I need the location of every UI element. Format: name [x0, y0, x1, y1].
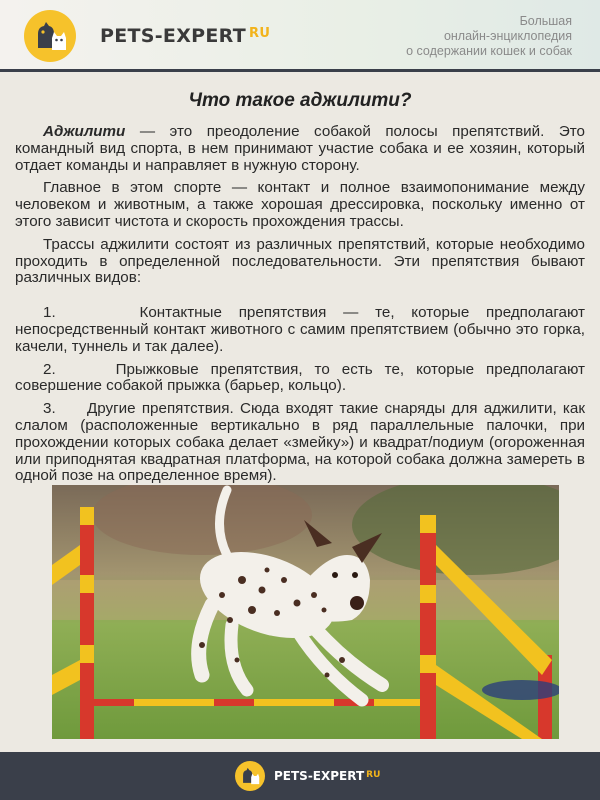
site-logo-text[interactable] — [100, 25, 270, 47]
paragraph-tracks: Трассы аджилити состоят из различных препятствий, которые необходимо проходить в определенной последовательности. Эти препятствия бывают различных видов: — [15, 235, 585, 287]
site-header — [0, 0, 600, 72]
footer-logo-name: PETS-EXPERT — [274, 769, 365, 783]
dalmatian-jump-photo — [52, 485, 559, 739]
cat-dog-logo-icon[interactable] — [235, 761, 265, 791]
term-agility: Аджилити — [43, 123, 126, 140]
logo-name: PETS-EXPERT — [100, 25, 247, 47]
list-item: 1. Контактные препятствия — те, которые предполагают непосредственный контакт животного с самим препятствием (обычно это горка, качели, туннель и так далее). — [15, 304, 585, 355]
paragraph-definition — [15, 124, 585, 174]
list-item: 2. Прыжковые препятствия, то есть те, которые предполагают совершение собакой прыжка (барьер, кольцо). — [15, 360, 585, 395]
list-item: 3. Другие препятствия. Сюда входят такие снаряды для аджилити, как слалом (расположенные вертикально в ряд параллельные палочки, при прохождении которых собака делает «змейку») и квадрат/подиум (огороженная или приподнятая квадратная платформа, на которой собака должна замереть в одной позе на определенное время). — [15, 400, 585, 485]
footer-logo-text[interactable] — [274, 769, 380, 783]
article-body — [15, 82, 585, 491]
tagline-line: Большая — [519, 14, 572, 28]
obstacle-list — [15, 305, 585, 485]
site-tagline — [406, 14, 572, 59]
article-title: Что такое аджилити? — [188, 90, 412, 111]
definition-text: — это преодоление собакой полосы препятствий. Это командный вид спорта, в нем принимают участие собака и ее хозяин, который отдает команды и направляет в нужную сторону. — [15, 123, 585, 174]
tagline-line: онлайн-энциклопедия — [443, 29, 572, 43]
paragraph-main-idea: Главное в этом спорте — контакт и полное взаимопонимание между человеком и животным, а также хорошая дрессировка, поскольку именно от этого зависит чистота и скорость прохождения трассы. — [15, 179, 585, 230]
site-footer — [0, 752, 600, 800]
cat-dog-logo-icon[interactable] — [24, 10, 76, 62]
footer-logo-suffix: RU — [366, 770, 381, 780]
logo-suffix: RU — [249, 26, 271, 41]
tagline-line: о содержании кошек и собак — [406, 44, 572, 58]
